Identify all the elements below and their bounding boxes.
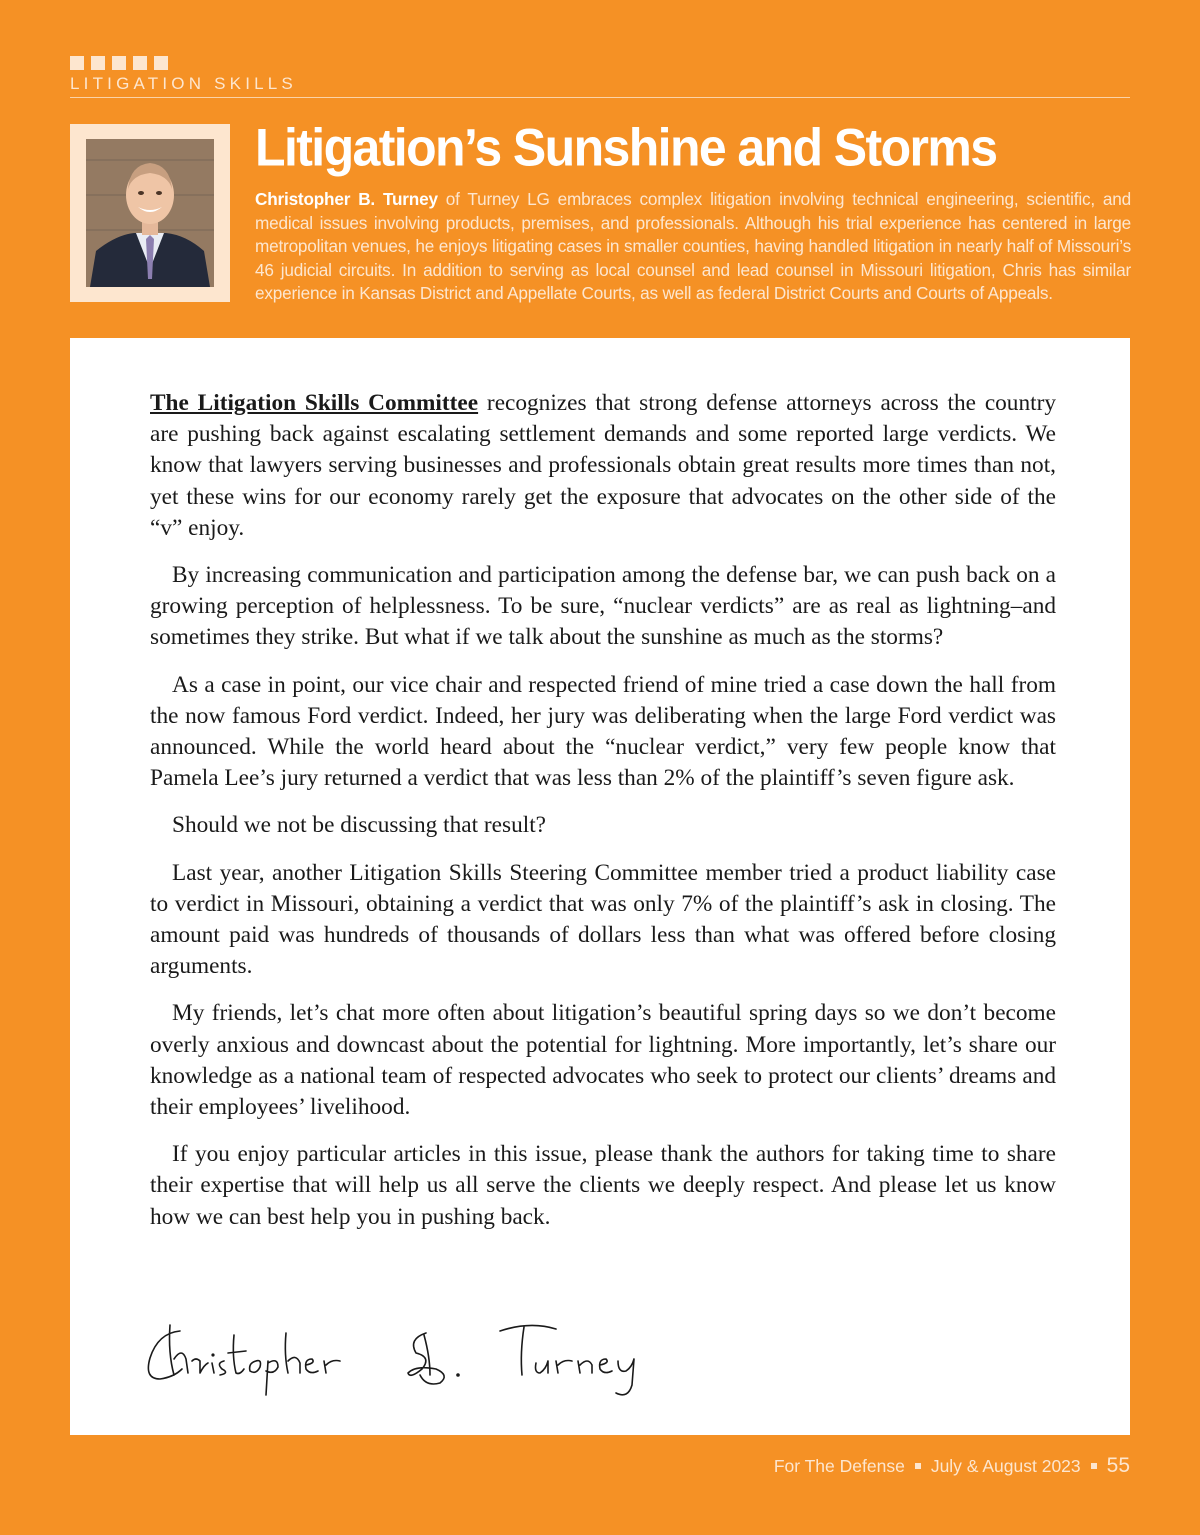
article-title: Litigation’s Sunshine and Storms <box>255 118 997 177</box>
section-squares <box>70 56 168 70</box>
paragraph-5: Last year, another Litigation Skills Steering Committee member tried a product liability case to verdict in Missouri, obtaining a verdict that was only 7% of the plaintiff’s ask in closing. The amount paid was hundreds of thousands of dollars less than what was offered before closing arguments. <box>150 859 1056 980</box>
paragraph-7: If you enjoy particular articles in this issue, please thank the authors for taking time to share their expertise that will help us all serve the clients we deeply respect. And please let us know how we can best help you in pushing back. <box>150 1141 1056 1230</box>
paragraph-6: My friends, let’s chat more often about litigation’s beautiful spring days so we don’t become overly anxious and downcast about the potential for lightning. More importantly, let’s share our knowledge as a national team of respected advocates who seek to protect our clients’ dreams and their employees’ livelihood. <box>150 1000 1056 1121</box>
author-photo-frame <box>70 124 230 302</box>
article-content <box>70 338 1130 1435</box>
paragraph-1-text: recognizes that strong defense attorneys across the country are pushing back against escalating settlement demands and some reported large verdicts. We know that lawyers serving businesses and professionals obtain great results more times than not, yet these wins for our economy rarely get the exposure that advocates on the other side of the “v” enjoy. <box>150 390 1056 541</box>
header-rule <box>70 97 1130 98</box>
page-footer <box>774 1454 1130 1478</box>
paragraph-1 <box>150 388 1056 544</box>
publication-name: For The Defense <box>773 1456 905 1476</box>
author-name: Christopher B. Turney <box>255 189 438 209</box>
committee-link[interactable]: The Litigation Skills Committee <box>150 390 479 416</box>
signature <box>140 1313 640 1408</box>
paragraph-2: By increasing communication and participation among the defense bar, we can push back on a growing perception of helplessness. To be sure, “nuclear verdicts” are as real as lightning–and sometimes they strike. But what if we talk about the sunshine as much as the storms? <box>150 562 1056 651</box>
footer-bullet <box>915 1463 921 1469</box>
author-photo <box>86 139 214 287</box>
paragraph-3: As a case in point, our vice chair and respected friend of mine tried a case down the hall from the now famous Ford verdict. Indeed, her jury was deliberating when the large Ford verdict was announced. While the world heard about the “nuclear verdict,” very few people know that Pamela Lee’s jury returned a verdict that was less than 2% of the plaintiff’s seven figure ask. <box>150 671 1056 792</box>
author-bio <box>255 188 1131 306</box>
author-bio-text: of Turney LG embraces complex litigation involving technical engineering, scientific, and medical issues involving products, premises, and professionals. Although his trial experience has centered in large metropolitan venues, he enjoys litigating cases in smaller counties, having handled litigation in nearly half of Missouri’s 46 judicial circuits. In addition to serving as local counsel and lead counsel in Missouri litigation, Chris has similar experience in Kansas District and Appellate Courts, as well as federal District Courts and Courts of Appeals. <box>255 189 1131 303</box>
section-label: LITIGATION SKILLS <box>70 74 297 93</box>
article-body <box>150 388 1056 1249</box>
paragraph-4: Should we not be discussing that result? <box>172 812 547 839</box>
page-number: 55 <box>1106 1454 1130 1477</box>
footer-bullet <box>1091 1463 1097 1469</box>
issue-date: July & August 2023 <box>930 1456 1081 1476</box>
